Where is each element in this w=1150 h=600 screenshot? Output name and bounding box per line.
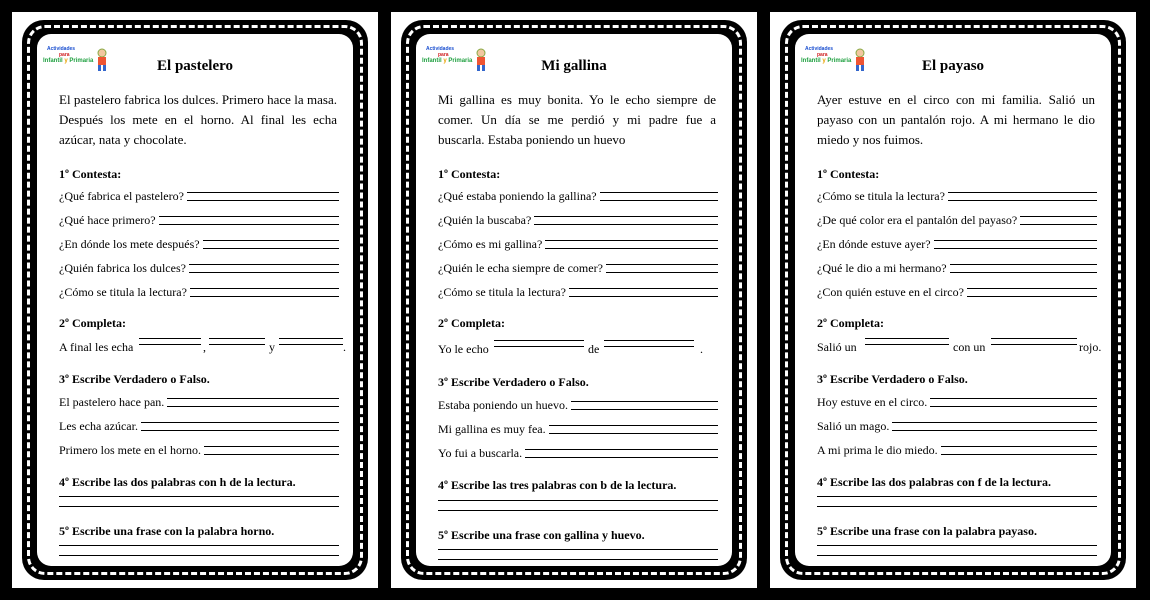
answer-line[interactable]: [545, 240, 718, 249]
question-row: El pastelero hace pan.: [59, 392, 339, 410]
logo-text: Actividades: [47, 46, 76, 52]
section-heading: 3º Escribe Verdadero o Falso.: [817, 372, 968, 386]
answer-line[interactable]: [934, 240, 1097, 249]
question-row: Primero los mete en el horno.: [59, 440, 339, 458]
border-frame: [22, 20, 368, 580]
worksheet-payaso: [770, 12, 1136, 588]
answer-line[interactable]: [892, 422, 1097, 431]
question-row: ¿Quién la buscaba?: [438, 210, 718, 228]
answer-line[interactable]: [190, 288, 339, 297]
question-row: Hoy estuve en el circo.: [817, 392, 1097, 410]
section-heading: 1º Contesta:: [817, 167, 880, 181]
section-heading: 4º Escribe las tres palabras con b de la lectura.: [438, 478, 677, 492]
answer-line[interactable]: [187, 192, 339, 201]
border-frame: [401, 20, 747, 580]
fill-text: con un: [953, 340, 986, 354]
question-row: ¿Qué le dio a mi hermano?: [817, 258, 1097, 276]
question-row: ¿Cómo es mi gallina?: [438, 234, 718, 252]
worksheet-gallina: [391, 12, 757, 588]
question-row: Salió un mago.: [817, 416, 1097, 434]
answer-line[interactable]: [189, 264, 339, 273]
question-row: Mi gallina es muy fea.: [438, 419, 718, 437]
answer-line[interactable]: [59, 496, 339, 507]
question-row: ¿En dónde estuve ayer?: [817, 234, 1097, 252]
blank-line[interactable]: [604, 340, 694, 347]
worksheet-body: [416, 34, 732, 566]
question-row: ¿Quién fabrica los dulces?: [59, 258, 339, 276]
answer-line[interactable]: [438, 549, 718, 560]
logo-text: Infantil y Primaria: [801, 58, 852, 64]
answer-line[interactable]: [950, 264, 1097, 273]
answer-line[interactable]: [1020, 216, 1097, 225]
logo-text: para: [817, 52, 828, 58]
section-heading: 5º Escribe una frase con gallina y huevo.: [438, 528, 645, 542]
blank-line[interactable]: [139, 338, 201, 345]
logo-text: Actividades: [805, 46, 834, 52]
answer-line[interactable]: [159, 216, 339, 225]
answer-line[interactable]: [571, 401, 718, 410]
answer-line[interactable]: [930, 398, 1097, 407]
worksheet-pastelero: [12, 12, 378, 588]
answer-line[interactable]: [204, 446, 339, 455]
page-title: El payaso: [921, 58, 985, 74]
blank-line[interactable]: [991, 338, 1077, 345]
blank-line[interactable]: [494, 340, 584, 347]
fill-text: de: [588, 342, 600, 356]
section-heading: 5º Escribe una frase con la palabra payaso.: [817, 524, 1037, 538]
question-row: Les echa azúcar.: [59, 416, 339, 434]
logo-text: Infantil y Primaria: [43, 58, 94, 64]
fill-text: Yo le echo: [438, 342, 489, 356]
section-heading: 3º Escribe Verdadero o Falso.: [59, 372, 210, 386]
answer-line[interactable]: [438, 500, 718, 511]
question-row: ¿En dónde los mete después?: [59, 234, 339, 252]
section-heading: 1º Contesta:: [438, 167, 501, 181]
fill-text: .: [343, 340, 346, 354]
answer-line[interactable]: [569, 288, 718, 297]
answer-line[interactable]: [817, 545, 1097, 556]
answer-line[interactable]: [817, 496, 1097, 507]
question-row: ¿Qué estaba poniendo la gallina?: [438, 186, 718, 204]
logo-text: para: [59, 52, 70, 58]
fill-text: rojo.: [1079, 340, 1102, 354]
section-heading: 4º Escribe las dos palabras con h de la lectura.: [59, 475, 296, 489]
page-title: Mi gallina: [541, 58, 607, 74]
logo-text: Actividades: [426, 46, 455, 52]
question-row: ¿Qué fabrica el pastelero?: [59, 186, 339, 204]
question-row: ¿Qué hace primero?: [59, 210, 339, 228]
answer-line[interactable]: [167, 398, 339, 407]
section-heading: 5º Escribe una frase con la palabra horno.: [59, 524, 275, 538]
answer-line[interactable]: [525, 449, 718, 458]
section-heading: 4º Escribe las dos palabras con f de la lectura.: [817, 475, 1051, 489]
worksheet-body: [37, 34, 353, 566]
question-row: ¿Cómo se titula la lectura?: [438, 282, 718, 300]
blank-line[interactable]: [209, 338, 265, 345]
reading-text: Mi gallina es muy bonita. Yo le echo siempre de comer. Un día se me perdió y mi padre fue a buscarla. Estaba poniendo un huevo: [438, 92, 716, 147]
blank-line[interactable]: [865, 338, 949, 345]
answer-line[interactable]: [941, 446, 1097, 455]
question-row: ¿De qué color era el pantalón del payaso?: [817, 210, 1097, 228]
section-heading: 1º Contesta:: [59, 167, 122, 181]
answer-line[interactable]: [600, 192, 718, 201]
answer-line[interactable]: [967, 288, 1097, 297]
worksheet-body: [795, 34, 1111, 566]
question-row: A mi prima le dio miedo.: [817, 440, 1097, 458]
question-row: Yo fui a buscarla.: [438, 443, 718, 461]
question-row: ¿Con quién estuve en el circo?: [817, 282, 1097, 300]
border-frame: [780, 20, 1126, 580]
section-heading: 2º Completa:: [59, 316, 126, 330]
fill-text: .: [700, 342, 703, 356]
answer-line[interactable]: [203, 240, 339, 249]
blank-line[interactable]: [279, 338, 343, 345]
answer-line[interactable]: [948, 192, 1097, 201]
page-title: El pastelero: [157, 58, 233, 74]
answer-line[interactable]: [549, 425, 718, 434]
fill-text: A final les echa: [59, 340, 134, 354]
answer-line[interactable]: [606, 264, 718, 273]
fill-text: y: [269, 340, 275, 354]
section-heading: 2º Completa:: [817, 316, 884, 330]
question-row: Estaba poniendo un huevo.: [438, 395, 718, 413]
section-heading: 2º Completa:: [438, 316, 505, 330]
question-row: ¿Cómo se titula la lectura?: [59, 282, 339, 300]
answer-line[interactable]: [141, 422, 339, 431]
fill-text: ,: [203, 340, 206, 354]
fill-text: Salió un: [817, 340, 857, 354]
section-heading: 3º Escribe Verdadero o Falso.: [438, 375, 589, 389]
answer-line[interactable]: [59, 545, 339, 556]
logo-text: para: [438, 52, 449, 58]
reading-text: El pastelero fabrica los dulces. Primero hace la masa. Después los mete en el horno. Al final les echa azúcar, nata y chocolate.: [59, 92, 337, 147]
answer-line[interactable]: [534, 216, 718, 225]
logo-text: Infantil y Primaria: [422, 58, 473, 64]
question-row: ¿Cómo se titula la lectura?: [817, 186, 1097, 204]
question-row: ¿Quién le echa siempre de comer?: [438, 258, 718, 276]
reading-text: Ayer estuve en el circo con mi familia. Salió un payaso con un pantalón rojo. A mi hermano le dio miedo y nos fuimos.: [817, 92, 1095, 147]
